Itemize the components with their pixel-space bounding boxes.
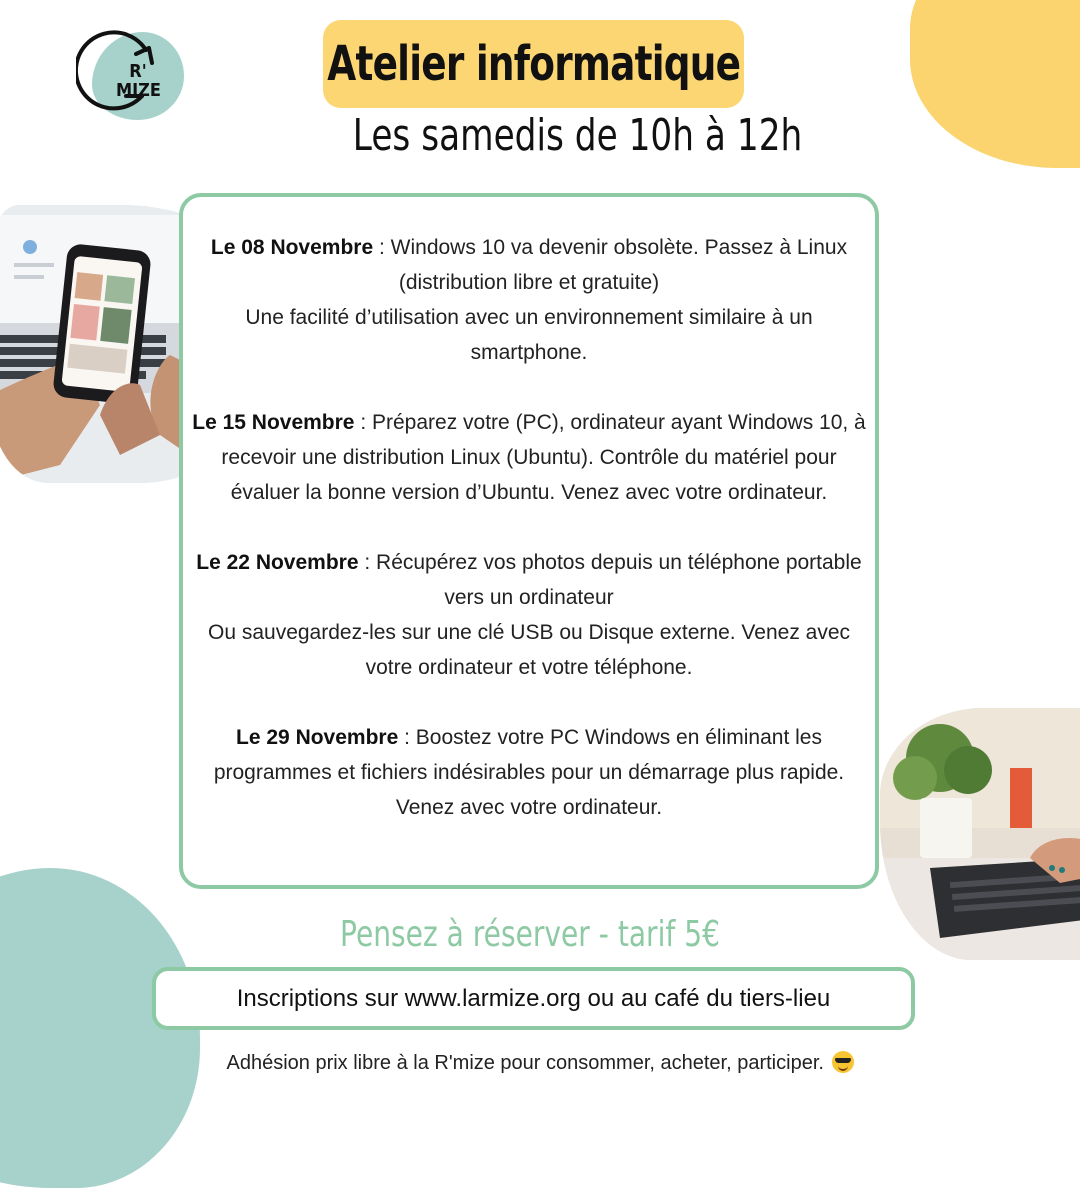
entry-text: : Préparez votre (PC), ordinateur ayant Windows 10, à recevoir une distribution Linux (Ubuntu). Contrôle du matériel pour évaluer la bonne version d’Ubuntu. Venez avec votre ordinateur. [221,411,866,504]
entry-date: Le 22 Novembre [196,551,359,574]
logo-line-1: R' [129,61,147,82]
entry-date: Le 29 Novembre [236,726,399,749]
inscription-text: Inscriptions sur www.larmize.org ou au café du tiers-lieu [236,984,831,1012]
inscription-box [152,967,915,1030]
schedule-card [179,193,879,889]
logo-text [116,62,160,100]
title-banner [323,20,744,108]
decorative-yellow-blob [910,0,1080,168]
schedule-entry [189,545,869,685]
schedule-entry [189,405,869,510]
schedule-list [189,230,869,825]
reservation-note: Pensez à réserver - tarif 5€ [340,914,720,955]
entry-extra: Ou sauvegardez-les sur une clé USB ou Disque externe. Venez avec votre ordinateur et votre téléphone. [207,621,851,679]
footer-note [150,1048,930,1078]
laptop-typing-photo [880,708,1080,960]
schedule-entry [189,230,869,370]
entry-text: : Windows 10 va devenir obsolète. Passez à Linux (distribution libre et gratuite) [373,236,848,294]
logo-line-2: MIZE [116,80,161,101]
entry-date: Le 15 Novembre [192,411,355,434]
page-subtitle: Les samedis de 10h à 12h [352,110,803,161]
entry-text: : Boostez votre PC Windows en éliminant les programmes et fichiers indésirables pour un démarrage plus rapide. Venez avec votre ordinateur. [213,726,845,819]
schedule-entry [189,720,869,825]
sunglasses-emoji-icon [832,1051,854,1073]
entry-date: Le 08 Novembre [210,236,374,259]
footer-text: Adhésion prix libre à la R'mize pour consommer, acheter, participer. [226,1052,824,1074]
entry-extra: Une facilité d’utilisation avec un environnement similaire à un smartphone. [245,306,813,364]
page-title: Atelier informatique [326,36,741,92]
rmize-logo [76,26,188,122]
entry-text: : Récupérez vos photos depuis un téléphone portable vers un ordinateur [358,551,862,609]
